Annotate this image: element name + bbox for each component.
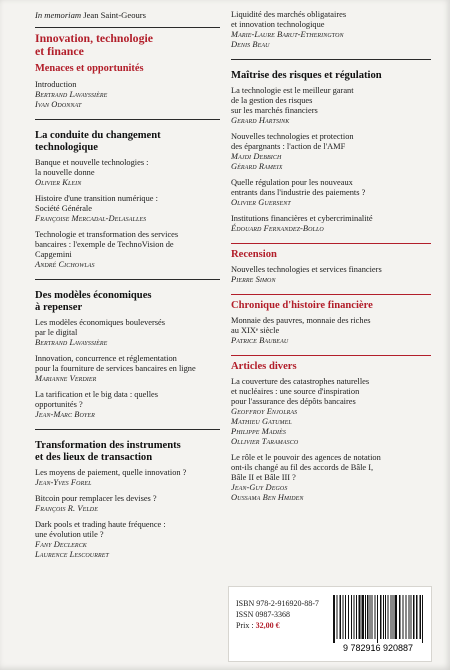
section-divider	[35, 279, 220, 280]
section-heading	[35, 63, 220, 75]
section-heading-line: Chronique d'histoire financière	[231, 300, 373, 311]
entry-title-line: et innovation technologique	[231, 20, 325, 29]
section-heading	[35, 130, 220, 154]
entry-title-line: Nouvelles technologies et protection	[231, 132, 354, 141]
entry-author: Philippe Madiès	[231, 427, 287, 436]
entry-author: Laurence Lescourret	[35, 550, 109, 559]
entry-author: Denis Beau	[231, 40, 270, 49]
barcode-bar	[385, 595, 386, 639]
barcode-bar	[372, 595, 373, 639]
toc-entry	[231, 265, 431, 285]
entry-author: Bertrand Lavayssière	[35, 90, 108, 99]
section-heading-line: technologique	[35, 142, 98, 153]
entry-author: Olivier Guersent	[231, 198, 291, 207]
barcode-bar	[359, 595, 361, 639]
price-line	[236, 621, 280, 630]
section-heading-line: Articles divers	[231, 361, 297, 372]
divider	[35, 27, 220, 28]
entry-title-line: la nouvelle donne	[35, 168, 95, 177]
barcode-bar	[409, 595, 410, 639]
entry-author: Gérard Rameix	[231, 162, 283, 171]
entry-title-line: Société Générale	[35, 204, 92, 213]
entry-title-line: Bâle II et Bâle III ?	[231, 473, 296, 482]
entry-title-line: Nouvelles technologies et services financiers	[231, 265, 382, 274]
entry-title-line: Banque et nouvelle technologies :	[35, 158, 149, 167]
section-heading-line: Des modèles économiques	[35, 290, 152, 301]
entry-author: Édouard Fernandez-Bollo	[231, 224, 324, 233]
barcode-bar	[337, 595, 338, 639]
barcode-bar	[393, 595, 394, 639]
barcode-bar	[343, 595, 344, 639]
section-heading-line: et des lieux de transaction	[35, 452, 153, 463]
barcode-bar	[333, 595, 335, 643]
barcode-bar	[406, 595, 407, 639]
in-memoriam-line	[35, 10, 220, 21]
left-column	[35, 10, 220, 566]
entry-title-line: bancaires : l'exemple de TechnoVision de	[35, 240, 174, 249]
section-divider	[231, 59, 431, 60]
right-top-entry	[231, 10, 431, 50]
entry-title-line: pour l'assurance des dépôts bancaires	[231, 397, 356, 406]
section-heading	[231, 300, 431, 312]
entry-title-line: opportunités ?	[35, 400, 83, 409]
barcode-panel	[228, 586, 432, 662]
barcode-bar	[362, 595, 365, 639]
barcode-bar	[370, 595, 371, 639]
entry-title-line: La technologie est le meilleur garant	[231, 86, 354, 95]
toc-entry	[35, 318, 220, 348]
entry-author: Patrice Baubeau	[231, 336, 289, 345]
barcode-digits: 9 782916 920887	[342, 643, 414, 653]
entry-title-line: et nucléaires : une source d'inspiration	[231, 387, 360, 396]
section-heading	[35, 440, 220, 464]
section-heading	[231, 361, 431, 373]
entry-title-line: La tarification et le big data : quelles	[35, 390, 159, 399]
right-column	[231, 10, 431, 509]
entry-author: Olivier Klein	[35, 178, 82, 187]
section-divider	[35, 119, 220, 120]
toc-entry	[231, 377, 431, 447]
barcode-bars	[333, 595, 423, 643]
section-heading	[231, 70, 431, 82]
barcode-bar	[383, 595, 384, 639]
entry-author: André Cichowlas	[35, 260, 95, 269]
section-heading-line: Recension	[231, 249, 277, 260]
price-label: Prix :	[236, 621, 254, 630]
toc-entry	[231, 453, 431, 503]
toc-entry	[35, 158, 220, 188]
barcode-bar	[377, 595, 378, 643]
toc-entry	[35, 80, 220, 110]
entry-author: Bertrand Lavayssière	[35, 338, 108, 347]
barcode-bar	[395, 595, 398, 639]
section-heading	[231, 249, 431, 261]
entry-title-line: Technologie et transformation des services	[35, 230, 179, 239]
barcode-bar	[422, 595, 423, 643]
in-memoriam-name: Jean Saint-Geours	[83, 10, 147, 20]
toc-entry	[231, 178, 431, 208]
barcode-bar	[399, 595, 401, 639]
entry-title-line: Le rôle et le pouvoir des agences de notation	[231, 453, 381, 462]
toc-entry	[35, 230, 220, 270]
entry-title-line: Capgemini	[35, 250, 72, 259]
toc-entry	[35, 354, 220, 384]
section-heading-line: Transformation des instruments	[35, 440, 181, 451]
toc-entry	[231, 214, 431, 234]
barcode-bar	[365, 595, 366, 639]
entry-title-line: ont-ils changé au fil des accords de Bâle I,	[231, 463, 374, 472]
entry-title-line: Monnaie des pauvres, monnaie des riches	[231, 316, 371, 325]
right-sections	[231, 59, 431, 503]
toc-entry	[35, 390, 220, 420]
entry-title-line: Les modèles économiques bouleversés	[35, 318, 166, 327]
issue-title-line: et finance	[35, 44, 84, 58]
barcode-bar	[380, 595, 382, 639]
barcode-bar	[351, 595, 352, 639]
entry-author: Jean-Guy Degos	[231, 483, 288, 492]
entry-title-line: Dark pools et trading haute fréquence :	[35, 520, 166, 529]
entry-author: Ivan Odonnat	[35, 100, 82, 109]
entry-title-line: Introduction	[35, 80, 77, 89]
barcode-bar	[411, 595, 412, 639]
left-sections	[35, 63, 220, 560]
barcode-bar	[348, 595, 349, 639]
entry-title-line: Liquidité des marchés obligataires	[231, 10, 347, 19]
entry-author: François R. Velde	[35, 504, 98, 513]
entry-title-line: pour la fourniture de services bancaires en ligne	[35, 364, 196, 373]
in-memoriam-label: In memoriam	[35, 10, 82, 20]
entry-author: Majdi Debbich	[231, 152, 282, 161]
toc-entry	[231, 316, 431, 346]
entry-title-line: La couverture des catastrophes naturelles	[231, 377, 370, 386]
entry-author: Oussama Ben Hmiden	[231, 493, 304, 502]
barcode-graphic	[329, 593, 427, 653]
entry-title-line: de la gestion des risques	[231, 96, 313, 105]
barcode-bar	[354, 595, 355, 639]
issn-text: ISSN 0987-3368	[236, 610, 291, 619]
entry-author: Marianne Verdier	[35, 374, 97, 383]
toc-entry	[231, 132, 431, 172]
toc-entry	[231, 86, 431, 126]
section-heading	[35, 290, 220, 314]
section-divider	[231, 243, 431, 244]
entry-author: Pierre Simon	[231, 275, 276, 284]
barcode-bar	[420, 595, 422, 639]
entry-title-line: entrants dans l'industrie des paiements ?	[231, 188, 366, 197]
entry-title-line: une évolution utile ?	[35, 530, 104, 539]
entry-title-line: Innovation, concurrence et réglementation	[35, 354, 177, 363]
entry-title-line: Institutions financières et cybercriminalité	[231, 214, 373, 223]
entry-author: Marie-Laure Barut-Etherington	[231, 30, 344, 39]
entry-author: Geoffroy Enjolras	[231, 407, 298, 416]
entry-author: Françoise Mercadal-Delasalles	[35, 214, 147, 223]
price-value: 32,00 €	[255, 621, 280, 630]
entry-author: Jean-Yves Forel	[35, 478, 92, 487]
issue-title-line: Innovation, technologie	[35, 31, 153, 45]
entry-author: Fany Declerck	[35, 540, 87, 549]
entry-author: Mathieu Gatumel	[231, 417, 292, 426]
section-divider	[231, 355, 431, 356]
barcode-bar	[416, 595, 418, 639]
barcode-bar	[367, 595, 369, 639]
toc-entry	[35, 194, 220, 224]
entry-title-line: Histoire d'une transition numérique :	[35, 194, 158, 203]
section-heading-line: La conduite du changement	[35, 130, 161, 141]
section-divider	[231, 294, 431, 295]
section-heading-line: Menaces et opportunités	[35, 63, 144, 74]
barcode-bar	[375, 595, 376, 639]
section-heading-line: à repenser	[35, 302, 83, 313]
isbn-text: ISBN 978-2-916920-88-7	[236, 599, 319, 608]
entry-author: Gerard Hartsink	[231, 116, 290, 125]
entry-author: Ollivier Taramasco	[231, 437, 299, 446]
toc-entry	[35, 468, 220, 488]
entry-author: Jean-Marc Boyer	[35, 410, 95, 419]
entry-title-line: des épargnants : l'action de l'AMF	[231, 142, 346, 151]
barcode-bar	[356, 595, 357, 639]
toc-entry	[35, 520, 220, 560]
entry-title-line: au XIXᵉ siècle	[231, 326, 280, 335]
entry-title-line: Les moyens de paiement, quelle innovation ?	[35, 468, 187, 477]
barcode-bar	[340, 595, 342, 639]
entry-title-line: Bitcoin pour remplacer les devises ?	[35, 494, 157, 503]
section-divider	[35, 429, 220, 430]
toc-entry	[35, 494, 220, 514]
barcode-bar	[413, 595, 415, 639]
issue-title	[35, 32, 220, 58]
section-heading-line: Maîtrise des risques et régulation	[231, 70, 382, 81]
entry-title-line: par le digital	[35, 328, 78, 337]
entry-title-line: sur les marchés financiers	[231, 106, 318, 115]
barcode-bar	[345, 595, 346, 639]
barcode-bar	[391, 595, 392, 639]
barcode-bar	[403, 595, 404, 639]
barcode-bar	[388, 595, 389, 639]
toc-entry	[231, 10, 431, 50]
entry-title-line: Quelle régulation pour les nouveaux	[231, 178, 353, 187]
